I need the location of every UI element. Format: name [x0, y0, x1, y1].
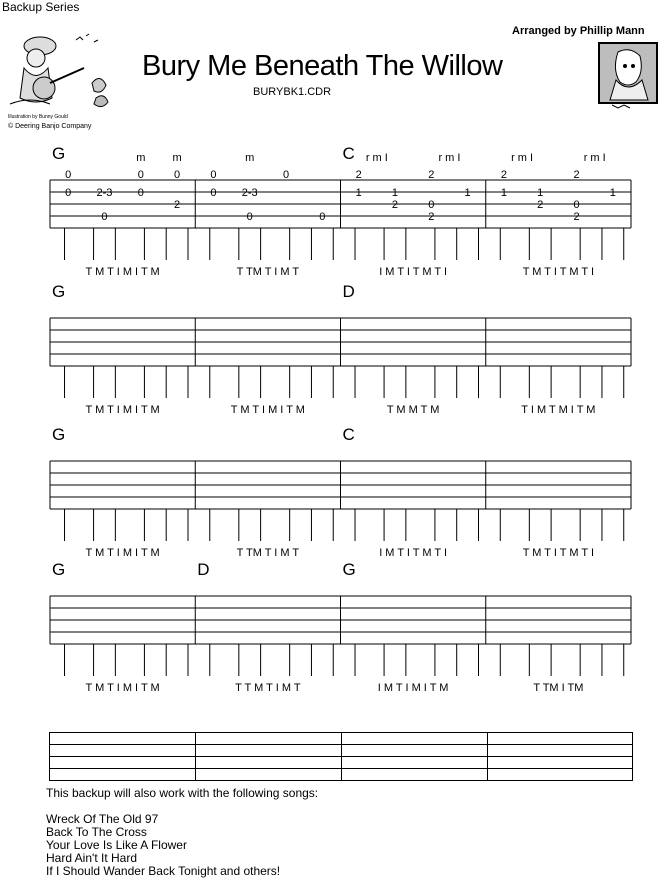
song-item: Hard Ain't It Hard — [46, 851, 137, 865]
finger-pattern: T M M T M — [386, 404, 440, 416]
finger-pattern: T M T I M I T M — [85, 682, 160, 694]
fret-number: 1 — [355, 187, 362, 199]
finger-pattern: T T M T I M T — [235, 682, 301, 694]
fret-number: 0 — [137, 187, 144, 199]
fret-number: 2 — [573, 211, 580, 223]
notes-table — [49, 732, 633, 784]
fret-number: 1 — [391, 187, 399, 199]
chord-symbol: G — [52, 560, 66, 579]
songs-intro: This backup will also work with the following songs: — [46, 786, 319, 800]
file-name: BURYBK1.CDR — [253, 86, 332, 98]
chord-symbol: D — [342, 282, 355, 301]
fret-number: 0 — [319, 211, 326, 223]
fret-number: 2 — [428, 169, 435, 181]
finger-pattern: T M T I M I T M — [85, 266, 160, 278]
fret-number: 0 — [101, 211, 108, 223]
fret-number: 0 — [174, 169, 181, 181]
finger-pattern: T I M T M I T M — [521, 404, 596, 416]
fret-number: 0 — [137, 169, 144, 181]
fret-number: 1 — [537, 187, 544, 199]
song-item: Wreck Of The Old 97 — [46, 812, 159, 826]
fret-number: 1 — [464, 187, 471, 199]
finger-pattern: I M T I T M T I — [379, 547, 448, 559]
chord-symbol: D — [197, 560, 210, 579]
fret-number: 2 — [573, 169, 580, 181]
page-title: Bury Me Beneath The Willow — [142, 50, 503, 82]
fret-number: 0 — [282, 169, 290, 181]
arranger-credit: Arranged by Phillip Mann — [512, 25, 645, 37]
chord-symbol: G — [52, 144, 66, 163]
chord-symbol: C — [342, 425, 355, 444]
finger-pattern: T M T I M I T M — [85, 547, 160, 559]
fret-number: 1 — [500, 187, 507, 199]
chord-symbol: G — [342, 560, 356, 579]
songs-list — [46, 813, 280, 878]
right-hand-finger: m — [172, 152, 182, 164]
fret-number: 2-3 — [96, 187, 113, 199]
song-item: If I Should Wander Back Tonight and others! — [46, 864, 281, 878]
fret-number: 0 — [210, 187, 217, 199]
right-hand-finger: r m I — [365, 152, 388, 164]
fret-number: 2 — [391, 199, 399, 211]
right-hand-finger: m — [136, 152, 146, 164]
finger-pattern: T TM T I M T — [236, 547, 300, 559]
fret-number: 2 — [537, 199, 544, 211]
illustration-credit: Illustration by Bunny Gould — [8, 114, 68, 120]
fret-number: 0 — [65, 169, 72, 181]
finger-pattern: T TM T I M T — [236, 266, 300, 278]
right-hand-finger: r m I — [438, 152, 461, 164]
chord-symbol: C — [342, 144, 355, 163]
fret-number: 0 — [246, 211, 253, 223]
fret-number: 1 — [609, 187, 616, 199]
finger-pattern: I M T I T M T I — [379, 266, 448, 278]
copyright-credit: © Deering Banjo Company — [8, 123, 92, 130]
fret-number: 2 — [500, 169, 507, 181]
finger-pattern: T M T I T M T I — [522, 547, 595, 559]
fret-number: 2-3 — [241, 187, 258, 199]
finger-pattern: T M T I T M T I — [522, 266, 595, 278]
chord-symbol: G — [52, 282, 66, 301]
right-hand-finger: r m I — [511, 152, 534, 164]
finger-pattern: T TM I TM — [533, 682, 584, 694]
right-hand-finger: m — [245, 152, 255, 164]
fret-number: 2 — [355, 169, 362, 181]
fret-number: 0 — [573, 199, 580, 211]
fret-number: 0 — [428, 199, 435, 211]
chord-symbol: G — [52, 425, 66, 444]
fret-number: 0 — [65, 187, 72, 199]
fret-number: 2 — [428, 211, 435, 223]
series-label: Backup Series — [2, 0, 80, 14]
fret-number: 0 — [210, 169, 217, 181]
fret-number: 2 — [174, 199, 181, 211]
song-item: Your Love Is Like A Flower — [46, 838, 187, 852]
finger-pattern: T M T I M I T M — [85, 404, 160, 416]
song-item: Back To The Cross — [46, 825, 147, 839]
right-hand-finger: r m I — [583, 152, 606, 164]
finger-pattern: T M T I M I T M — [230, 404, 305, 416]
finger-pattern: I M T I M I T M — [377, 682, 449, 694]
